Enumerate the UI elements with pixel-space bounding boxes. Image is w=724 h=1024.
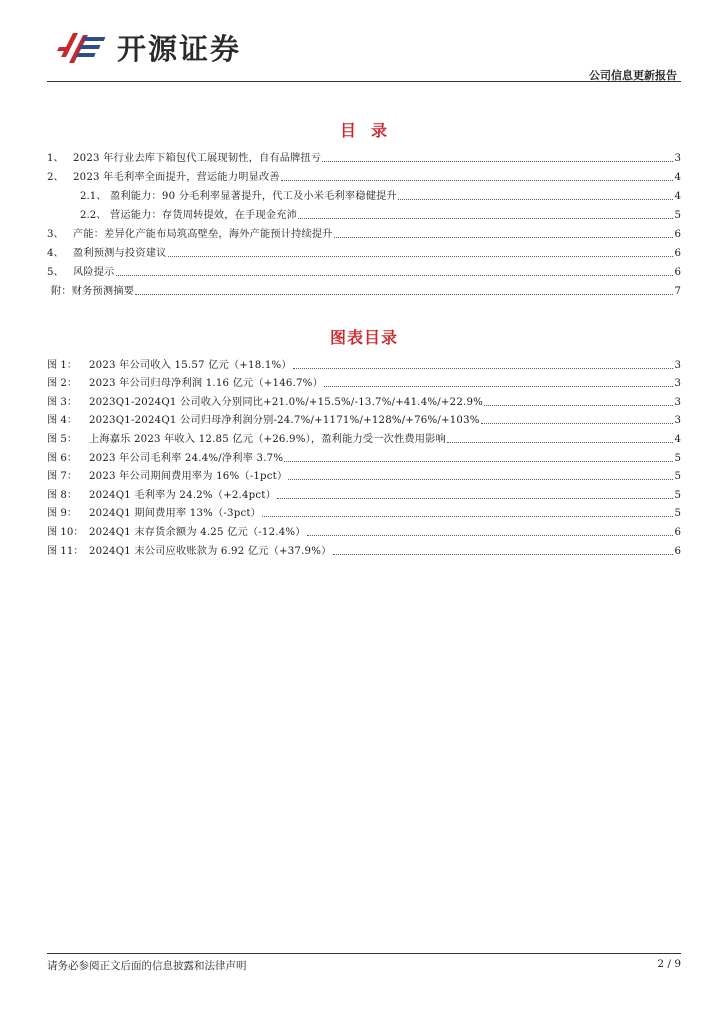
toc-entry-text: 附：财务预测摘要 (51, 286, 135, 297)
figure-list (47, 353, 681, 558)
toc-entry[interactable] (47, 146, 681, 165)
figure-entry-text: 2023Q1-2024Q1 公司归母净利润分别-24.7%/+1171%/+128%/+76%/+103% (89, 415, 480, 427)
figure-entry[interactable] (47, 353, 681, 372)
toc-entry-text: 风险提示 (73, 267, 115, 278)
figure-entry-number: 图 11： (47, 545, 84, 557)
figure-dot-leader (277, 498, 673, 499)
figure-dot-leader (333, 554, 673, 555)
toc-title (47, 118, 681, 141)
figure-entry-text: 上海嘉乐 2023 年收入 12.85 亿元（+26.9%），盈利能力受一次性费用影响 (89, 433, 446, 445)
brand-name: 开源证券 (117, 31, 242, 66)
toc-entry[interactable] (47, 165, 681, 184)
figure-entry-text: 2024Q1 末存货余额为 4.25 亿元（-12.4%） (89, 526, 306, 538)
figure-entry-text: 2024Q1 末公司应收账款为 6.92 亿元（+37.9%） (89, 545, 332, 557)
figure-entry-page: 5 (674, 452, 681, 464)
footer-divider (47, 953, 681, 954)
figure-dot-leader (284, 461, 673, 462)
toc-entry-page: 7 (674, 286, 681, 297)
toc-dot-leader (168, 256, 674, 257)
toc-entry-number: 2、 (47, 172, 64, 183)
toc-entry-text: 盈利能力：90 分毛利率显著提升，代工及小米毛利率稳健提升 (110, 191, 397, 202)
toc-dot-leader (116, 275, 673, 276)
toc-entry-number: 4、 (47, 248, 64, 259)
header-divider (47, 81, 681, 82)
toc-title-char-1: 目 (339, 121, 357, 140)
brand-logo (57, 25, 297, 69)
figure-entry-number: 图 8： (47, 489, 78, 501)
toc-entry-text: 2023 年毛利率全面提升，营运能力明显改善 (73, 172, 280, 183)
figure-entry-text: 2023 年公司归母净利润 1.16 亿元（+146.7%） (89, 378, 323, 390)
figure-entry-text: 2023 年公司毛利率 24.4%/净利率 3.7% (89, 452, 284, 464)
figure-entry[interactable] (47, 502, 681, 521)
toc-entry-page: 4 (674, 172, 681, 183)
toc-dot-leader (334, 237, 673, 238)
toc-entry-page: 5 (674, 210, 681, 221)
figure-entry-page: 3 (674, 415, 681, 427)
toc-entry-text: 盈利预测与投资建议 (73, 248, 167, 259)
toc-entry[interactable] (47, 260, 681, 279)
toc-entry-number: 3、 (47, 229, 64, 240)
figure-entry-number: 图 4： (47, 415, 78, 427)
toc-entry-page: 4 (674, 191, 681, 202)
figure-dot-leader (447, 442, 673, 443)
figure-entry-text: 2024Q1 期间费用率 13%（-3pct） (89, 508, 262, 520)
figure-entry-page: 3 (674, 378, 681, 390)
brand-mark-icon (57, 27, 111, 67)
page-header (47, 22, 681, 82)
document-type-label: 公司信息更新报告 (589, 69, 677, 82)
figure-dot-leader (262, 516, 673, 517)
figure-entry[interactable] (47, 390, 681, 409)
toc-list (47, 146, 681, 298)
figure-list-title: 图表目录 (329, 328, 398, 347)
figure-dot-leader (324, 386, 673, 387)
toc-entry-page: 6 (674, 248, 681, 259)
toc-dot-leader (322, 161, 673, 162)
figure-dot-leader (481, 423, 673, 424)
figure-entry-page: 6 (674, 545, 681, 557)
figure-entry-number: 图 7： (47, 471, 78, 483)
figure-entry[interactable] (47, 539, 681, 558)
toc-entry[interactable] (47, 203, 681, 222)
figure-entry-page: 4 (674, 433, 681, 445)
footer-disclaimer: 请务必参阅正文后面的信息披露和法律声明 (47, 960, 247, 972)
figure-entry-text: 2024Q1 毛利率为 24.2%（+2.4pct） (89, 489, 276, 501)
figure-entry-page: 5 (674, 508, 681, 520)
toc-title-char-2: 录 (371, 121, 389, 140)
figure-entry-page: 5 (674, 471, 681, 483)
toc-entry-text: 产能：差异化产能布局筑高壁垒，海外产能预计持续提升 (73, 229, 333, 240)
figure-dot-leader (288, 479, 673, 480)
figure-entry-number: 图 5： (47, 433, 78, 445)
toc-entry-page: 6 (674, 267, 681, 278)
toc-dot-leader (135, 294, 673, 295)
toc-entry[interactable] (47, 222, 681, 241)
toc-dot-leader (281, 180, 673, 181)
figure-entry-number: 图 6： (47, 452, 78, 464)
figure-entry-number: 图 10： (47, 526, 84, 538)
figure-dot-leader (307, 535, 673, 536)
figure-entry-number: 图 1： (47, 359, 78, 371)
toc-entry-number: 5、 (47, 267, 64, 278)
toc-dot-leader (398, 199, 673, 200)
figure-entry-text: 2023 年公司收入 15.57 亿元（+18.1%） (89, 359, 292, 371)
toc-entry-number: 2.1、 (80, 191, 107, 202)
figure-entry-page: 5 (674, 489, 681, 501)
figure-dot-leader (293, 368, 673, 369)
figure-entry-page: 3 (674, 359, 681, 371)
figure-entry[interactable] (47, 520, 681, 539)
toc-entry-text: 2023 年行业去库下箱包代工展现韧性，自有品牌扭亏 (73, 153, 322, 164)
figure-entry[interactable] (47, 427, 681, 446)
figure-entry-number: 图 3： (47, 396, 78, 408)
figure-entry-number: 图 9： (47, 508, 78, 520)
toc-dot-leader (298, 218, 673, 219)
figure-entry[interactable] (47, 372, 681, 391)
figure-entry-text: 2023Q1-2024Q1 公司收入分别同比+21.0%/+15.5%/-13.7%/+41.4%/+22.9% (89, 396, 484, 408)
toc-entry[interactable] (47, 184, 681, 203)
page-number: 2 / 9 (657, 958, 681, 970)
figure-entry-text: 2023 年公司期间费用率为 16%（-1pct） (89, 471, 288, 483)
figure-entry[interactable] (47, 446, 681, 465)
toc-entry-number: 1、 (47, 153, 64, 164)
figure-entry[interactable] (47, 483, 681, 502)
figure-entry-page: 3 (674, 396, 681, 408)
toc-entry-text: 营运能力：存货周转提效，在手现金充沛 (110, 210, 297, 221)
figure-entry-page: 6 (674, 526, 681, 538)
figure-dot-leader (484, 405, 673, 406)
toc-entry-page: 3 (674, 153, 681, 164)
figure-entry[interactable] (47, 465, 681, 484)
toc-entry[interactable] (47, 279, 681, 298)
toc-entry-page: 6 (674, 229, 681, 240)
figure-entry[interactable] (47, 409, 681, 428)
toc-entry[interactable] (47, 241, 681, 260)
toc-entry-number: 2.2、 (80, 210, 107, 221)
figure-entry-number: 图 2： (47, 378, 78, 390)
